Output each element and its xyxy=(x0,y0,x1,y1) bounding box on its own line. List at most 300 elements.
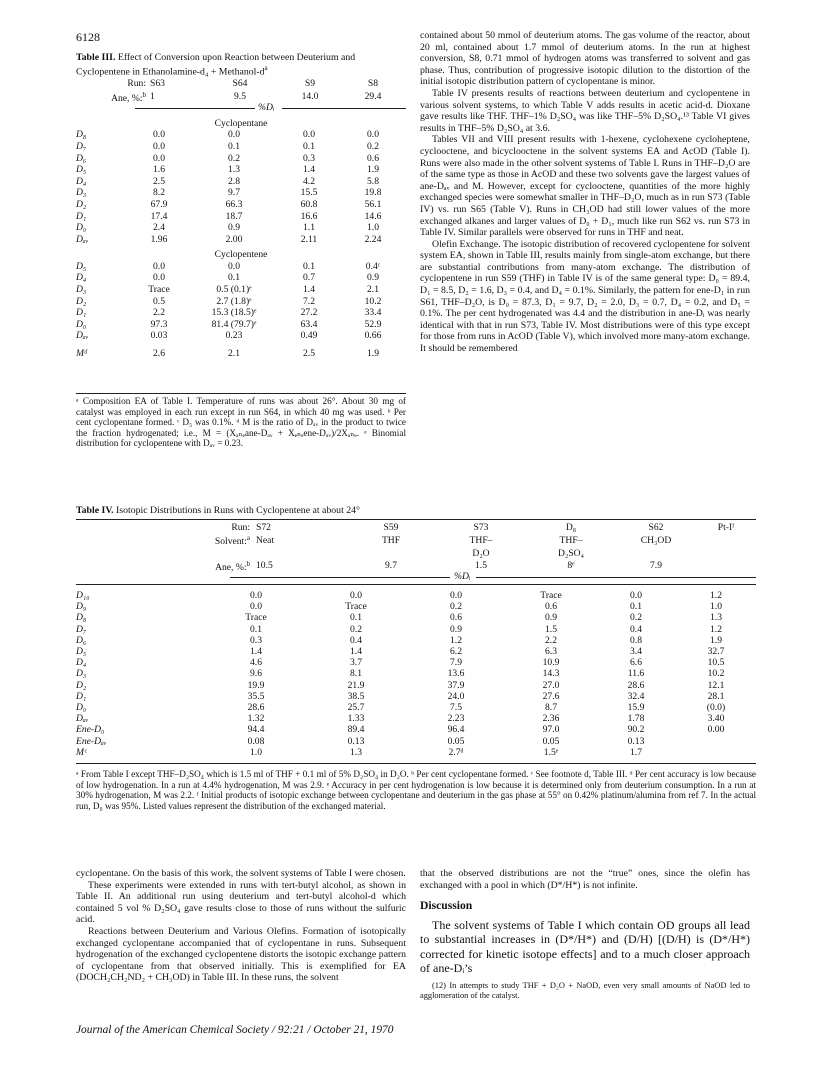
table4-cell: Trace xyxy=(345,601,367,613)
bottom-right-column xyxy=(420,868,750,1001)
table3-section1-title: Cyclopentane xyxy=(214,118,268,129)
table4-cell: 1.5ᵉ xyxy=(543,746,559,758)
table3-cyclopentane-cell: 18.7 xyxy=(225,210,243,222)
table4-cell: 0.6 xyxy=(450,612,462,624)
table3-cyclopentane-row xyxy=(76,199,406,211)
table4-row xyxy=(76,646,756,657)
table4-run-label: Run: xyxy=(231,522,250,533)
table4-cell: 0.8 xyxy=(630,634,642,646)
table3-ane-label: Ane, %: xyxy=(111,92,143,104)
table3-cyclopentane-cell: 0.2 xyxy=(228,152,240,164)
table3-cyclopentene-cell: 33.4 xyxy=(364,307,382,319)
table3-cyclopentene-row xyxy=(76,319,406,331)
discussion-heading: Discussion xyxy=(420,899,473,913)
table3-cyclopentene-cell: 0.03 xyxy=(150,330,168,342)
table3-cyclopentane-cell: 2.11 xyxy=(300,233,318,245)
table3-cyclopentane-cell: 1.0 xyxy=(367,222,379,234)
table4-cell: 6.6 xyxy=(630,657,642,669)
table4-cell: 35.5 xyxy=(247,690,265,702)
table4-cell: 7.9 xyxy=(450,657,462,669)
table3-cyclopentene-cell: 2.1 xyxy=(367,283,379,295)
table4-cell: 14.3 xyxy=(542,668,560,680)
table4-row-label: D₆ xyxy=(76,634,87,646)
discussion-text: The solvent systems of Table I which contain OD groups all lead to substantial increases in (D*/H*) and (D/H) [(D/H) is (D*/H*) corrected for kinetic isotope effects] and to a much closer approach of ane-Dᵢ’s xyxy=(420,918,750,975)
table3-cyclopentane-cell: 56.1 xyxy=(364,198,382,210)
table3-cyclopentane-cell: 67.9 xyxy=(150,198,168,210)
table3-ane-1: 1 xyxy=(150,91,155,103)
table4-cell: 1.2 xyxy=(710,623,722,635)
table4-cell: 0.0 xyxy=(250,601,262,613)
table4-cell: 25.7 xyxy=(347,702,365,714)
table4-caption-label: Table IV. xyxy=(76,505,114,516)
table4-ane-2: 9.7 xyxy=(385,560,397,572)
table4-solvent2-4: D₂SO₄ xyxy=(558,547,584,559)
table4-row xyxy=(76,724,756,735)
table3-cyclopentane-cell: 0.3 xyxy=(303,152,315,164)
table4-cell: 24.0 xyxy=(447,690,465,702)
table4-row xyxy=(76,702,756,713)
table4-row xyxy=(76,590,756,601)
table3-cyclopentene-cell: 15.3 (18.5)ᵉ xyxy=(211,307,257,319)
right-column-top xyxy=(420,30,750,355)
table4-ane-6 xyxy=(696,559,756,573)
table4-row-label: D₂ xyxy=(76,679,87,691)
table4-solvent-3: THF– xyxy=(469,534,493,546)
table4-cell: 0.00 xyxy=(707,724,725,736)
table3-cyclopentane-row xyxy=(76,222,406,234)
table3-cyclopentane-row-label: D₂ xyxy=(76,198,87,210)
table4-cell: 94.4 xyxy=(247,724,265,736)
table4-cell: 0.4 xyxy=(350,634,362,646)
table3-caption xyxy=(76,52,406,78)
table3-cyclopentene-row-label: D₂ xyxy=(76,295,87,307)
table3-bottom-rule xyxy=(76,393,406,394)
table3-cyclopentene-cell: 7.2 xyxy=(303,295,315,307)
table4-cell xyxy=(676,736,756,747)
table4-solvent-6 xyxy=(696,533,756,547)
table3-cyclopentane-cell: 0.9 xyxy=(228,222,240,234)
table3-cyclopentane-cell: 0.0 xyxy=(367,129,379,141)
table3-cyclopentene-row xyxy=(76,261,406,273)
table3-cyclopentene-cell: 0.9 xyxy=(367,272,379,284)
table3-cyclopentene-cell: 97.3 xyxy=(150,318,168,330)
table3-cyclopentene-cell: 2.7 (1.8)ᵉ xyxy=(216,295,252,307)
table3-cyclopentane-cell: 4.2 xyxy=(303,175,315,187)
table4-solvent-2: THF xyxy=(381,534,401,546)
table3-cyclopentane-row xyxy=(76,211,406,223)
table4-ane-5: 7.9 xyxy=(650,560,662,572)
table3-cyclopentane-cell: 14.6 xyxy=(364,210,382,222)
table3-m-2: 2.1 xyxy=(228,347,240,359)
table3-cyclopentane-row-label: D₁ xyxy=(76,210,87,222)
table3-m-4: 1.9 xyxy=(367,347,379,359)
table4-row xyxy=(76,680,756,691)
table3-cyclopentene-cell: 0.0 xyxy=(228,260,240,272)
table4-cell: 0.1 xyxy=(250,623,262,635)
table3-cyclopentane-cell: 1.9 xyxy=(367,164,379,176)
table4-ane-label: Ane, %: xyxy=(215,561,247,573)
table3-footnote: ᵃ Composition EA of Table I. Temperature of runs was about 26°. About 30 mg of catalyst was employed in each run except in run S64, in which 40 mg was used. ᵇ Per cent cyclopentane formed. ᶜ D₅ was 0.1%. ᵈ M is the ratio of Dₐᵥ in the product to twice the fraction hydrogenated; i.e., M = (Xₐₙₑane-Dₐᵥ + Xₑₙₑene-Dₐᵥ)/2Xₐₙₑ. ᵉ Binomial distribution for cyclopentene with Dₐᵥ = 0.23. xyxy=(76,396,406,449)
table3-ane-3: 14.0 xyxy=(301,91,319,103)
table4-run-5: S62 xyxy=(648,522,664,533)
table4-cell: 10.5 xyxy=(707,657,725,669)
table3-cyclopentane-cell: 15.5 xyxy=(300,187,318,199)
table4-cell: 10.9 xyxy=(542,657,560,669)
table3-run-4: S8 xyxy=(367,78,379,89)
table4-row-label: D₃ xyxy=(76,668,87,680)
table4-top-rule xyxy=(76,519,756,520)
table3-cyclopentene-cell: 63.4 xyxy=(300,318,318,330)
table4-cell: 1.4 xyxy=(350,646,362,658)
table4-cell: 38.5 xyxy=(347,690,365,702)
table4-cell: 32.7 xyxy=(707,646,725,658)
table4-cell: 7.5 xyxy=(450,702,462,714)
table4-cell: 21.9 xyxy=(347,679,365,691)
table4-cell: 1.33 xyxy=(347,713,365,725)
table3-unit-label: %Dᵢ xyxy=(258,102,275,113)
table3-cyclopentene-cell: 0.1 xyxy=(228,272,240,284)
table3-run-2: S64 xyxy=(232,78,248,89)
table3-cyclopentane-row xyxy=(76,153,406,165)
table4-cell: 6.2 xyxy=(450,646,462,658)
table4-cell: 1.9 xyxy=(710,634,722,646)
table4-row xyxy=(76,668,756,679)
table4-cell: 32.4 xyxy=(627,690,645,702)
table3-m-table xyxy=(76,348,406,360)
table3-unit-rule-left xyxy=(135,108,255,109)
bottom-right-para: that the observed distributions are not the “true” ones, since the olefin has exchanged with a pool in which (D*/H*) is not infinite. xyxy=(420,868,750,891)
table3-caption-label: Table III. xyxy=(76,52,116,63)
table4-cell: 0.9 xyxy=(450,623,462,635)
table4-cell: 8.1 xyxy=(350,668,362,680)
table4-cell: 8.7 xyxy=(545,702,557,714)
table3-cyclopentane-row xyxy=(76,176,406,188)
table3-ane-4: 29.4 xyxy=(364,91,382,103)
table3-cyclopentane-cell: 2.00 xyxy=(225,233,243,245)
table4-unit-rule-left xyxy=(230,577,450,578)
table4-row xyxy=(76,691,756,702)
table4-ane-1: 10.5 xyxy=(256,560,273,572)
table3-cyclopentane-row-label: D₅ xyxy=(76,164,87,176)
table4-solvent-sup: a xyxy=(246,534,250,543)
table4-cell: 0.2 xyxy=(450,601,462,613)
table4-cell: 1.0 xyxy=(250,746,262,758)
bottom-left-para-2: These experiments were extended in runs with tert-butyl alcohol, as shown in Table II. An additional run using deuterium and tert-butyl alcohol-d which contained 5 vol % D₂SO₄ gave results close to those of runs without the sulfuric acid. xyxy=(76,879,406,926)
table4-row-label: D₉ xyxy=(76,601,87,613)
table3-block xyxy=(76,52,406,78)
table4-cell: 1.7 xyxy=(630,746,642,758)
table4-cell: 0.08 xyxy=(247,735,265,747)
table4-cell: 1.3 xyxy=(710,612,722,624)
table3-cyclopentene-cell: 81.4 (79.7)ᵉ xyxy=(211,318,257,330)
table4-caption-text: Isotopic Distributions in Runs with Cyclopentene at about 24° xyxy=(116,505,360,516)
table3-cyclopentane-cell: 60.8 xyxy=(300,198,318,210)
bottom-left-para-3: Reactions between Deuterium and Various Olefins. Formation of isotopically exchanged cyclopentane accompanied that of cyclopentane in runs. Subsequent hydrogenation of the exchanged cyclopentene distorts the isotopic exchange pattern of cyclopentane from that observed initially. This is exemplified for EA (DOCH₂CH₂ND₂ + CH₃OD) in Table III. In these runs, the solvent xyxy=(76,925,406,984)
table3 xyxy=(76,78,406,104)
table3-cyclopentene-row-label: Dₐᵥ xyxy=(76,330,89,342)
table4-row-label: D₁₀ xyxy=(76,590,90,601)
table4-row-label: D₅ xyxy=(76,646,87,658)
table4-row-label: D₇ xyxy=(76,623,87,635)
table4-row xyxy=(76,635,756,646)
table4-cell: 1.32 xyxy=(247,713,265,725)
table4-cell: 4.6 xyxy=(250,657,262,669)
table4-row xyxy=(76,747,756,758)
table4-cell: 3.40 xyxy=(707,713,725,725)
table3-cyclopentane-cell: 0.2 xyxy=(367,141,379,152)
table4-cell: 89.4 xyxy=(347,724,365,736)
table4-cell: 28.6 xyxy=(247,702,265,714)
table4-solvent2-6 xyxy=(696,548,756,559)
table4-cell: 37.9 xyxy=(447,679,465,691)
table3-cyclopentene-row-label: D₄ xyxy=(76,272,87,284)
table4-cell: 2.7ᵈ xyxy=(448,746,464,758)
table3-cyclopentane-row xyxy=(76,129,406,141)
table4-ane-3: 1.5 xyxy=(475,560,487,572)
table4-row-label: Dₐᵥ xyxy=(76,713,89,725)
table3-cyclopentane-row-label: D₇ xyxy=(76,141,87,152)
table4-run-1: S72 xyxy=(256,522,271,533)
table4-cell: 9.6 xyxy=(250,668,262,680)
table4-cell: 3.4 xyxy=(630,646,642,658)
table4-ane-sup: b xyxy=(246,559,250,568)
table3-ane-label-cell xyxy=(76,90,150,105)
table3-cyclopentane-cell: 19.8 xyxy=(364,187,382,199)
table3-cyclopentene-cell: 0.0 xyxy=(153,272,165,284)
table4-solvent-4: THF– xyxy=(559,534,583,546)
table4-cell: 0.9 xyxy=(545,612,557,624)
table4-cell: 0.0 xyxy=(450,590,462,601)
table4-cell: 28.1 xyxy=(707,690,725,702)
table3-cyclopentane-cell: 0.0 xyxy=(303,129,315,141)
table4-cell xyxy=(676,747,756,758)
table4-cell: 0.0 xyxy=(250,590,262,601)
table4-run-2: S59 xyxy=(383,522,399,533)
table3-cyclopentane-row-label: D₆ xyxy=(76,152,87,164)
table4-cell: 0.4 xyxy=(630,623,642,635)
table3-cyclopentene-cell: 0.5 xyxy=(153,295,165,307)
table4-cell: 0.6 xyxy=(545,601,557,613)
table3-cyclopentane-cell: 8.2 xyxy=(153,187,165,199)
table4-solvent2-5 xyxy=(616,548,696,559)
table4-cell: 10.2 xyxy=(707,668,725,680)
table4-ane-row xyxy=(76,559,756,573)
table3-cyclopentene-cell: 0.66 xyxy=(364,330,382,342)
table4-row xyxy=(76,624,756,635)
table4-cell: 0.0 xyxy=(630,590,642,601)
table3-cyclopentene-cell: 52.9 xyxy=(364,318,382,330)
table4-cell: 6.3 xyxy=(545,646,557,658)
table4-row-label: D₄ xyxy=(76,657,87,669)
table4-cell: 1.78 xyxy=(627,713,645,725)
table4-header xyxy=(76,522,756,573)
table3-run-1: S63 xyxy=(150,78,165,89)
table4-cell: (0.0) xyxy=(706,702,726,714)
table4-run-row xyxy=(76,522,756,533)
table3-cyclopentane-cell: 2.24 xyxy=(364,233,382,245)
table4-cell: 19.9 xyxy=(247,679,265,691)
table3-cyclopentane-cell: 0.0 xyxy=(153,141,165,152)
table3-cyclopentane-cell: 2.5 xyxy=(153,175,165,187)
table3-cyclopentane-cell: 2.8 xyxy=(228,175,240,187)
table4-cell: 0.13 xyxy=(627,735,645,747)
table4-cell: 0.05 xyxy=(447,735,465,747)
table4-cell: 97.0 xyxy=(542,724,560,736)
right-para-1: contained about 50 mmol of deuterium atoms. The gas volume of the reactor, about 20 ml, contained about 1.7 mmol of deuterium atoms. In the run at highest conversion, S8, 0.71 mmol of hydrogen atoms was transferred to solvent and gas phase. Thus, contribution of progressive isotopic dilution to the distortion of the initial isotopic distribution pattern of cyclopentane is minor. xyxy=(420,30,750,88)
table4-cell: 1.4 xyxy=(250,646,262,658)
table4-row xyxy=(76,601,756,612)
table3-cyclopentene-row xyxy=(76,284,406,296)
table3-caption-text: Effect of Conversion upon Reaction between Deuterium and Cyclopentene in Ethanolamine-d₄ + Methanol-d xyxy=(76,52,356,78)
table4-row-label: Mᶜ xyxy=(76,746,87,758)
table4-row xyxy=(76,612,756,623)
table4-cell: 0.1 xyxy=(350,612,362,624)
table3-header xyxy=(76,78,406,104)
table4-cell: 1.5 xyxy=(545,623,557,635)
table4-cell: 0.2 xyxy=(630,612,642,624)
table3-cyclopentane-cell: 5.8 xyxy=(367,175,379,187)
table4-cell: 90.2 xyxy=(627,724,645,736)
table3-ane-sup: b xyxy=(142,90,146,99)
table4-row-label: D₈ xyxy=(76,612,87,624)
table4-solvent2-2 xyxy=(346,548,436,559)
table3-cyclopentane-cell: 1.6 xyxy=(153,164,165,176)
table3-cyclopentene-cell: 10.2 xyxy=(364,295,382,307)
table4-unit-rule-right xyxy=(476,577,756,578)
table3-section1 xyxy=(76,129,406,245)
table4-body xyxy=(76,590,756,758)
table3-cyclopentene-row-label: D₅ xyxy=(76,260,87,272)
table4-footnote: ᵃ From Table I except THF–D₂SO₄ which is 1.5 ml of THF + 0.1 ml of 5% D₂SO₄ in D₂O. ᵇ Per cent cyclopentane formed. ᶜ See footnote d, Table III. ᵈ Per cent accuracy is low because of low hydrogenation. In a run at 4.4% hydrogenation, M was 2.9. ᵉ Accuracy in per cent hydrogenation is low because it is determined only from deuterium consumption. In a run at 30% hydrogenation, M was 2.2. ᶠ Initial products of isotopic exchange between cyclopentane and deuterium in the gas phase at 55° on 0.42% platinum/alumina from ref 7. In the actual run, D₀ was 95%. Listed values represent the distribution of the exchanged material. xyxy=(76,769,756,811)
table4-solvent-1: Neat xyxy=(256,534,275,546)
table3-cyclopentane-row-label: D₄ xyxy=(76,175,87,187)
table4-row xyxy=(76,657,756,668)
table4-row-label: Ene-D₀ xyxy=(76,724,105,736)
table4-cell: 1.0 xyxy=(710,601,722,613)
table4-header-rule xyxy=(76,584,756,585)
table3-cyclopentene-row xyxy=(76,307,406,319)
table4-cell: 1.3 xyxy=(350,746,362,758)
table3-cyclopentene-cell: 2.2 xyxy=(153,307,165,319)
table4-ane-label-cell xyxy=(76,559,256,573)
table4-solvent-label-cell xyxy=(76,533,256,547)
table3-cyclopentene-row xyxy=(76,296,406,308)
table4-row-label: Ene-Dₐᵥ xyxy=(76,735,107,747)
table3-cyclopentene-cell: 0.0 xyxy=(153,260,165,272)
table3-cyclopentene-cell: 0.5 (0.1)ᵉ xyxy=(216,283,252,295)
table3-cyclopentene-cell: 0.1 xyxy=(303,260,315,272)
table3-caption-sup: a xyxy=(264,64,268,73)
table3-run-label: Run: xyxy=(127,78,146,89)
table4-run-6: Pt-Iᶠ xyxy=(717,522,735,533)
table3-cyclopentene-row xyxy=(76,330,406,342)
table4-cell: 27.6 xyxy=(542,690,560,702)
table3-cyclopentane-row xyxy=(76,164,406,176)
table3-cyclopentane-row xyxy=(76,234,406,246)
table3-cyclopentene-cell: Trace xyxy=(148,283,170,295)
table3-cyclopentane-cell: 0.1 xyxy=(303,141,315,152)
table4-data-table xyxy=(76,590,756,758)
table3-m-1: 2.6 xyxy=(153,347,165,359)
table3-cyclopentane-cell: 1.1 xyxy=(303,222,315,234)
table3-cyclopentane-cell: 66.3 xyxy=(225,198,243,210)
table4-cell: Trace xyxy=(245,612,267,624)
table4-cell: 2.36 xyxy=(542,713,560,725)
table3-cyclopentene-cell: 0.23 xyxy=(225,330,243,342)
table4-cell: 28.6 xyxy=(627,679,645,691)
table3-m-label: Mᵈ xyxy=(76,347,87,359)
table3-cyclopentane-row-label: Dₐᵥ xyxy=(76,233,89,245)
table3-section2-title: Cyclopentene xyxy=(214,249,268,261)
table4-cell: 0.0 xyxy=(350,590,362,601)
table3-cyclopentene-cell: 0.7 xyxy=(303,272,315,284)
table3-cyclopentane-row-label: D₀ xyxy=(76,222,87,234)
table4-header-table xyxy=(76,522,756,573)
table4-row xyxy=(76,736,756,747)
table3-section2 xyxy=(76,261,406,342)
table3-cyclopentane-row xyxy=(76,187,406,199)
table3-cyclopentene-cell: 0.49 xyxy=(300,330,318,342)
table4-ane-4: 8ᵉ xyxy=(567,560,575,572)
table3-cyclopentane-cell: 0.6 xyxy=(367,152,379,164)
table4-cell: 0.13 xyxy=(347,735,365,747)
table4-cell: 27.0 xyxy=(542,679,560,691)
table4-cell: 13.6 xyxy=(447,668,465,680)
table4-solvent2-row xyxy=(76,548,756,559)
table3-cyclopentane-row-label: D₈ xyxy=(76,129,87,141)
table4-cell: 3.7 xyxy=(350,657,362,669)
table3-cyclopentene-cell: 0.4ᶜ xyxy=(365,260,381,272)
table4-caption xyxy=(76,505,756,516)
table4-run-4: D₈ xyxy=(565,522,577,533)
right-para-3: Tables VII and VIII present results with 1-hexene, cyclohexene cycloheptene, cyclooctene, and bicyclooctene in the solvent systems EA and AcOD (Table I). Runs were also made in the other solvent systems of Table I. Runs in THF–D₂O are of the same type as those in AcOD and these two solvents gave the largest values of ane-Dₐᵥ and M. However, except for cyclooctene, quantities of the more highly exchanged species were somewhat smaller in THF–D₂O, much as in run S73 (Table IV) vs. run S65 (Table V). Runs in CH₃OD had still lower values of the more exchanged alkanes and larger values of D₀ + D₁, much like run S62 vs. run S73 in Table IV. Similar parallels were observed for runs in THF and neat. xyxy=(420,134,750,239)
table4-cell: 0.1 xyxy=(630,601,642,613)
table3-ane-row xyxy=(76,90,406,105)
table3-run-3: S9 xyxy=(304,78,316,89)
table4-cell: 2.23 xyxy=(447,713,465,725)
table4-cell: 15.9 xyxy=(627,702,645,714)
table4-run-3: S73 xyxy=(473,522,489,533)
page-number: 6128 xyxy=(76,30,100,44)
table3-cyclopentane-row xyxy=(76,141,406,153)
table3-ane-2: 9.5 xyxy=(234,91,246,103)
table3-m-row xyxy=(76,348,406,360)
footnote-12: (12) In attempts to study THF + D₂O + NaOD, even very small amounts of NaOD led to agglomeration of the catalyst. xyxy=(420,981,750,1000)
table4-solvent2-3: D₂O xyxy=(472,547,490,559)
table4-cell: 0.2 xyxy=(350,623,362,635)
journal-footer: Journal of the American Chemical Society / 92:21 / October 21, 1970 xyxy=(76,1024,394,1036)
table4-bottom-rule xyxy=(76,763,756,764)
table4-cell: 11.6 xyxy=(627,668,645,680)
table3-cyclopentane-cell: 9.7 xyxy=(228,187,240,199)
table3-cyclopentene-cell: 27.2 xyxy=(300,307,318,319)
table3-cyclopentene-cell: 1.4 xyxy=(303,283,315,295)
table3-body xyxy=(76,118,406,360)
table4-solvent-row xyxy=(76,533,756,547)
table4-solvent-label: Solvent: xyxy=(214,536,247,548)
table4-cell: 96.4 xyxy=(447,724,465,736)
table4-cell: 1.2 xyxy=(450,634,462,646)
table4-cell: 0.05 xyxy=(542,735,560,747)
table3-cyclopentene-row xyxy=(76,272,406,284)
table4-row-label: D₁ xyxy=(76,690,87,702)
table3-unit-rule-right xyxy=(282,108,406,109)
table4-cell: Trace xyxy=(540,590,562,601)
table3-cyclopentane-cell: 0.0 xyxy=(153,152,165,164)
table4-solvent-5: CH₃OD xyxy=(640,534,672,546)
bottom-left-column xyxy=(76,868,406,984)
table3-run-row xyxy=(76,78,406,90)
